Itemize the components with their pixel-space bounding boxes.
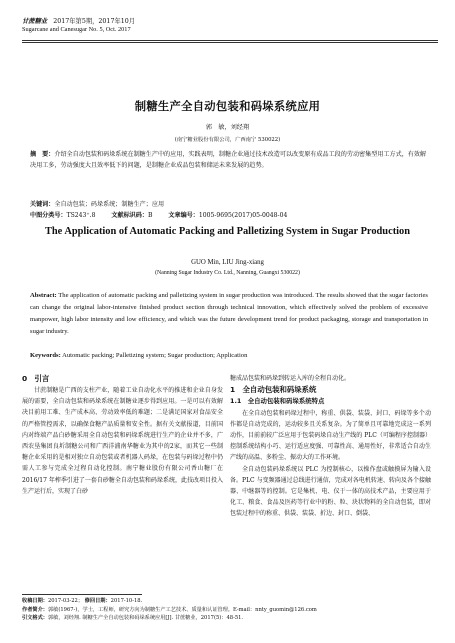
keywords-cn-text: 全自动包装；码垛系统；制糖生产；应用 (54, 201, 165, 208)
author-bio-label: 作者简介： (22, 606, 48, 613)
keywords-cn (30, 200, 428, 211)
keywords-en (30, 351, 428, 361)
abstract-en-label: Abstract: (30, 292, 57, 299)
footnote (22, 597, 442, 623)
body-column-left (22, 373, 223, 497)
authors-cn: 郭 敏，刘经翔 (205, 124, 250, 131)
running-header (22, 18, 442, 34)
header-en: Sugarcane and Canesugar No. 5, Oct. 2017 (22, 26, 131, 34)
affiliation-cn: (南宁糖业股份有限公司，广西南宁 530022) (174, 137, 281, 143)
title-cn: 制糖生产全自动包装和码垛系统应用 (134, 100, 321, 113)
doc-code-value: B (147, 211, 153, 219)
revised-date: 2017-10-18. (110, 598, 143, 604)
header-rule-thin (22, 42, 438, 43)
header-cn (22, 18, 442, 26)
received-label: 收稿日期： (22, 598, 48, 604)
body-column-right (230, 373, 431, 520)
revised-label: 修回日期： (84, 598, 111, 604)
affiliation-en: (Nanning Sugar Industry Co. Ltd., Nanning, Guangxi 530022) (155, 270, 300, 276)
meta-cn (30, 200, 428, 221)
authors-en: GUO Min, LIU Jing-xiang (191, 259, 264, 266)
clc-value: TS243⁺.8 (66, 211, 96, 219)
clc-label: 中图分类号： (30, 211, 67, 219)
citation-text: 郭敏，刘经翔. 制糖生产全自动包装和码垛系统应用[J]. 甘蔗糖业，2017(5)：48-51. (47, 615, 244, 622)
author-bio: 郭敏(1967-)，学士，工程师，研究方向为制糖生产工艺技术、质量和认证管理。E-mail：nnty_guomin@126.com (47, 606, 317, 613)
keywords-cn-label: 关键词： (30, 201, 55, 208)
footnote-author (22, 606, 442, 615)
keywords-en-text: Automatic packing; Palletizing system; Sugar production; Application (60, 352, 248, 359)
abstract-cn-label: 摘 要： (30, 151, 55, 158)
article-id-label: 文章编号： (168, 211, 199, 219)
keywords-en-label: Keywords: (30, 352, 61, 359)
section-1-1-heading: 1.1 全自动包装和码垛系统特点 (230, 397, 325, 406)
section-1-1-paragraph-1: 在全自动包装和码垛过程中，称重、供袋、装袋、封口、码垛等多个动作都是自动完成的，运动较多且关系复杂。为了简单且可靠地完成这一系列动作，目前前较广泛应用于包装码垛自动生产线的 PLC（可编程序控制器）控制系统结构小巧、运行适应度强、可靠性高、通用性好，非常适合自动生产线的高温、多粉尘、振动大的工作环境。 (230, 409, 431, 462)
abstract-cn (30, 150, 428, 171)
footnote-dates (22, 597, 442, 606)
article-id-value: 1005-9695(2017)05-0048-04 (198, 211, 288, 219)
section-1-1-paragraph-2: 全自动包装码垛系统以 PLC 为控制核心，以操作盘或触摸屏为输入设备。PLC 与变频器通过总线进行通信，完成对各电机转速、转向及各个接触器、中继器等的控制。它是集机、电、仪于一体的高技术产品，主要应用于化工、粮食、食品及医药等行业中的粉、粒、块状物料的全自动包装，即对包装过程中的称重、供袋、装袋、折边、封口、倒袋、 (230, 465, 431, 518)
title-en: The Application of Automatic Packing and Palletizing System in Sugar Production (44, 226, 411, 237)
issue-cn: 2017年第5期，2017年10月 (53, 18, 136, 25)
footnote-citation (22, 614, 442, 623)
header-rule (22, 40, 438, 41)
continued-paragraph: 糖成品包装和码垛到转运入库的全程自动化。 (230, 375, 351, 382)
section-1-heading: 1 全自动包装和码垛系统 (230, 385, 317, 395)
section-0-paragraph: 甘蔗制糖是广西的支柱产业，随着工业自动化水平的推进和企业自身发展的需要，全自动包装和码垛系统在制糖业逐步得到应用。一是可以有效解决目前用工难、生产成本高、劳动效率低的难题；二是满足国家对食品安全的严格管控需求，以确保食糖产品质量和安全性。据有关文献报道，目前国内对终端产品白砂糖采用全自动包装和码垛系统进行生产的企业并不多，广西农垦集团良圻制糖公司和广西洋浦南华糖业为其中的2家，而其它一些制糖企业采用的是相对独立自动包装或者机器人码垛，在包装与码垛过程中仍需人工参与完成全过程自动化控制。南宁糖业股份有限公司香山糖厂在2016/17 年榨季引进了一套自砂糖全自动包装和码垛系统，此技改项目投入生产运行后，实现了白砂 (22, 387, 223, 495)
section-0-heading: 0 引言 (22, 374, 50, 383)
classification-line (30, 211, 428, 222)
received-date: 2017-03-22； (47, 598, 84, 604)
abstract-en (30, 290, 428, 338)
doc-code-label: 文献标识码： (111, 211, 148, 219)
citation-label: 引文格式： (22, 615, 48, 622)
journal-name-cn: 甘蔗糖业 (22, 18, 48, 25)
abstract-en-text: The application of automatic packing and palletizing system in sugar production was introduced. The results showed that the sugar factories can change the original labor-intensive finished product section through technical innovation, which effectively solved the problem of excessive manpower, high labor intensity and low efficiency, and which was the future development trend for product packaging, storage and transportation in sugar industry. (30, 292, 428, 336)
footnote-rule (22, 594, 142, 595)
abstract-cn-text: 介绍全自动包装和码垛系统在制糖生产中的应用，实践表明，制糖企业通过技术改造可以改变原有成品工段的劳动密集型用工方式，有效解决用工多，劳动强度大且效率低下的问题，是制糖企业成品包装和储运未来发展的趋势。 (30, 151, 427, 169)
